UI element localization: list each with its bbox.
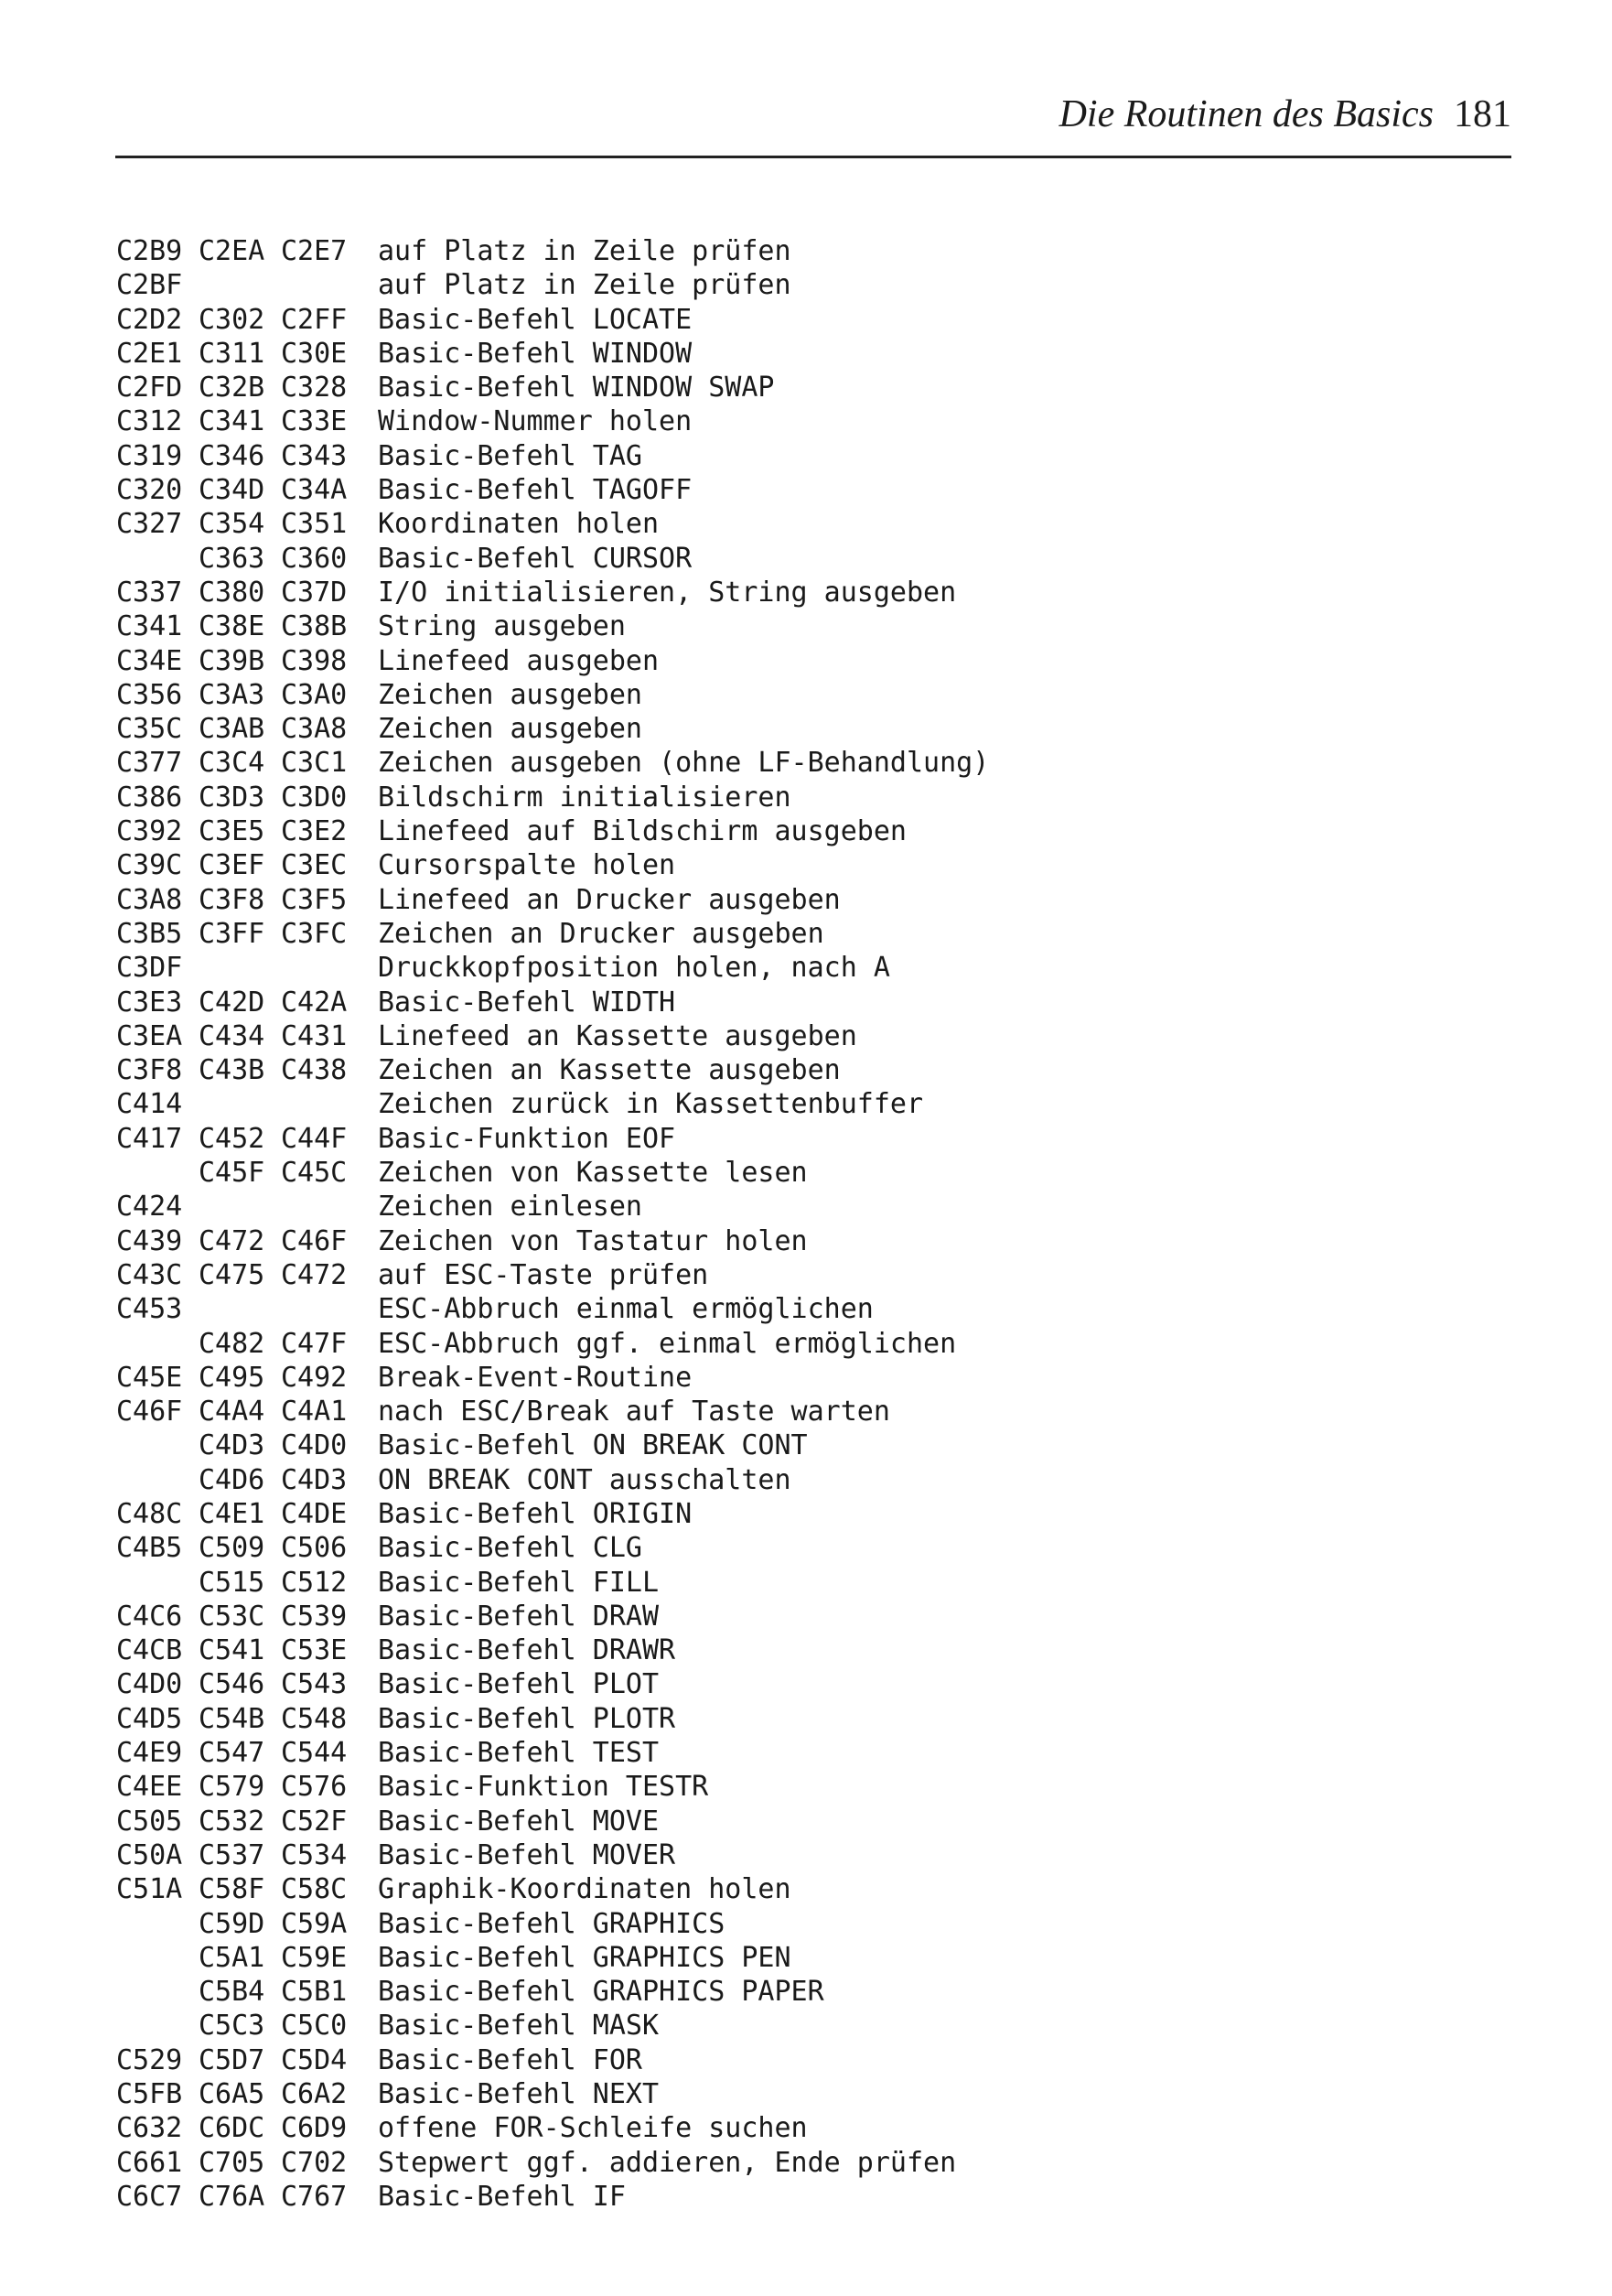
routine-description: Stepwert ggf. addieren, Ende prüfen xyxy=(378,2146,957,2179)
address-cpc6128: C506 xyxy=(281,1532,348,1565)
address-cpc6128: C3D0 xyxy=(281,781,348,814)
address-cpc464 xyxy=(116,1975,199,2009)
listing-row xyxy=(116,576,989,609)
listing-row xyxy=(116,1907,989,1941)
routine-description: Linefeed auf Bildschirm ausgeben xyxy=(378,815,907,848)
address-cpc664: C541 xyxy=(199,1634,265,1667)
address-cpc6128: C512 xyxy=(281,1566,348,1599)
address-cpc664: C3E5 xyxy=(199,815,265,848)
address-cpc6128: C58C xyxy=(281,1873,348,1906)
address-cpc6128: C59A xyxy=(281,1907,348,1940)
listing-row xyxy=(116,644,989,678)
address-cpc464: C4CB xyxy=(116,1634,183,1667)
address-cpc664: C42D xyxy=(199,986,265,1019)
running-title: Die Routinen des Basics xyxy=(1059,93,1434,135)
address-cpc6128: C5B1 xyxy=(281,1976,348,2009)
address-cpc664: C452 xyxy=(199,1122,265,1155)
address-cpc6128: C3E2 xyxy=(281,815,348,848)
address-cpc6128: C438 xyxy=(281,1054,348,1087)
routine-description: Zeichen von Kassette lesen xyxy=(378,1157,808,1190)
listing-row xyxy=(116,473,989,507)
routine-description: Window-Nummer holen xyxy=(378,405,693,438)
address-cpc6128: C2FF xyxy=(281,303,348,336)
routine-description: nach ESC/Break auf Taste warten xyxy=(378,1396,890,1428)
listing-row xyxy=(116,1361,989,1395)
address-cpc664 xyxy=(199,951,281,985)
address-cpc6128: C38B xyxy=(281,610,348,643)
listing-row xyxy=(116,951,989,985)
routine-description: Basic-Befehl FILL xyxy=(378,1566,660,1599)
listing-row xyxy=(116,1736,989,1770)
routine-description: Basic-Befehl TAG xyxy=(378,439,642,472)
listing-row xyxy=(116,1872,989,1906)
listing-row xyxy=(116,1600,989,1633)
address-cpc464: C50A xyxy=(116,1838,183,1871)
address-cpc464: C3EA xyxy=(116,1019,183,1052)
listing-row xyxy=(116,848,989,882)
listing-row xyxy=(116,371,989,404)
address-cpc6128: C576 xyxy=(281,1771,348,1804)
listing-row xyxy=(116,1633,989,1667)
address-cpc6128: C492 xyxy=(281,1361,348,1394)
listing-row xyxy=(116,883,989,917)
address-cpc464 xyxy=(116,542,199,576)
address-cpc664: C346 xyxy=(199,439,265,472)
address-cpc664: C59D xyxy=(199,1907,265,1940)
address-cpc664 xyxy=(199,1190,281,1223)
address-cpc464 xyxy=(116,1463,199,1497)
address-cpc464: C34E xyxy=(116,644,183,677)
routine-description: Basic-Befehl DRAW xyxy=(378,1600,660,1633)
routine-description: Basic-Befehl DRAWR xyxy=(378,1634,676,1667)
address-cpc6128: C767 xyxy=(281,2180,348,2213)
routine-description: Zeichen an Kassette ausgeben xyxy=(378,1054,841,1087)
address-cpc464: C312 xyxy=(116,405,183,438)
address-cpc664 xyxy=(199,1292,281,1326)
listing-row xyxy=(116,1770,989,1804)
listing-row xyxy=(116,1531,989,1565)
address-cpc6128: C3C1 xyxy=(281,747,348,780)
listing-row xyxy=(116,1667,989,1701)
address-cpc6128: C328 xyxy=(281,372,348,404)
address-cpc664: C3FF xyxy=(199,917,265,950)
address-cpc6128 xyxy=(281,1190,363,1223)
address-cpc664: C38E xyxy=(199,610,265,643)
listing-row xyxy=(116,1292,989,1326)
address-cpc6128: C3F5 xyxy=(281,883,348,916)
listing-row xyxy=(116,1156,989,1190)
routine-description: Basic-Befehl IF xyxy=(378,2180,626,2213)
routine-description: Basic-Befehl PLOT xyxy=(378,1668,660,1701)
listing-row xyxy=(116,404,989,438)
address-cpc664: C302 xyxy=(199,303,265,336)
address-cpc464 xyxy=(116,1327,199,1361)
address-cpc6128: C42A xyxy=(281,986,348,1019)
address-cpc464: C4B5 xyxy=(116,1532,183,1565)
routine-description: String ausgeben xyxy=(378,610,626,643)
listing-row xyxy=(116,781,989,814)
address-cpc6128: C6D9 xyxy=(281,2112,348,2145)
address-cpc464: C386 xyxy=(116,781,183,814)
address-cpc464 xyxy=(116,1156,199,1190)
listing-row xyxy=(116,1190,989,1223)
address-cpc464: C337 xyxy=(116,576,183,609)
listing-row xyxy=(116,1566,989,1600)
address-cpc664: C434 xyxy=(199,1019,265,1052)
address-cpc664: C6DC xyxy=(199,2112,265,2145)
address-cpc6128: C4DE xyxy=(281,1497,348,1530)
address-cpc464: C46F xyxy=(116,1396,183,1428)
address-cpc464: C5FB xyxy=(116,2078,183,2111)
routine-description: Basic-Befehl GRAPHICS xyxy=(378,1907,725,1940)
address-cpc6128: C53E xyxy=(281,1634,348,1667)
routine-description: Zeichen an Drucker ausgeben xyxy=(378,917,824,950)
address-cpc464: C4D0 xyxy=(116,1668,183,1701)
address-cpc664: C363 xyxy=(199,542,265,575)
address-cpc664 xyxy=(199,268,281,302)
address-cpc664: C475 xyxy=(199,1258,265,1291)
routine-listing xyxy=(116,234,989,2214)
listing-row xyxy=(116,2146,989,2180)
listing-row xyxy=(116,1258,989,1292)
address-cpc6128: C47F xyxy=(281,1327,348,1360)
address-cpc664: C4E1 xyxy=(199,1497,265,1530)
address-cpc464: C632 xyxy=(116,2112,183,2145)
address-cpc664: C5C3 xyxy=(199,2010,265,2043)
listing-row xyxy=(116,1428,989,1462)
address-cpc464: C356 xyxy=(116,678,183,711)
address-cpc664: C3C4 xyxy=(199,747,265,780)
routine-description: auf Platz in Zeile prüfen xyxy=(378,235,791,267)
listing-row xyxy=(116,234,989,268)
address-cpc664: C45F xyxy=(199,1157,265,1190)
listing-row xyxy=(116,1702,989,1736)
address-cpc464: C2E1 xyxy=(116,337,183,370)
listing-row xyxy=(116,2043,989,2077)
listing-row xyxy=(116,1122,989,1156)
address-cpc664: C537 xyxy=(199,1838,265,1871)
address-cpc464: C45E xyxy=(116,1361,183,1394)
address-cpc664: C380 xyxy=(199,576,265,609)
routine-description: Break-Event-Routine xyxy=(378,1361,693,1394)
routine-description: I/O initialisieren, String ausgeben xyxy=(378,576,957,609)
address-cpc664: C4A4 xyxy=(199,1396,265,1428)
address-cpc464 xyxy=(116,1428,199,1462)
routine-description: Basic-Befehl CURSOR xyxy=(378,542,693,575)
address-cpc464: C319 xyxy=(116,439,183,472)
address-cpc6128: C398 xyxy=(281,644,348,677)
address-cpc464: C661 xyxy=(116,2146,183,2179)
address-cpc664: C6A5 xyxy=(199,2078,265,2111)
routine-description: Zeichen einlesen xyxy=(378,1191,642,1223)
address-cpc6128 xyxy=(281,951,363,985)
listing-row xyxy=(116,1838,989,1872)
routine-description: Linefeed an Kassette ausgeben xyxy=(378,1019,857,1052)
address-cpc6128: C6A2 xyxy=(281,2078,348,2111)
address-cpc464: C414 xyxy=(116,1088,183,1121)
address-cpc664: C705 xyxy=(199,2146,265,2179)
routine-description: Basic-Befehl NEXT xyxy=(378,2078,660,2111)
listing-row xyxy=(116,439,989,473)
address-cpc6128: C44F xyxy=(281,1122,348,1155)
address-cpc464: C3DF xyxy=(116,952,183,985)
address-cpc464: C529 xyxy=(116,2043,183,2076)
address-cpc664: C547 xyxy=(199,1737,265,1770)
address-cpc664: C354 xyxy=(199,508,265,541)
address-cpc664: C2EA xyxy=(199,235,265,267)
address-cpc664: C5B4 xyxy=(199,1976,265,2009)
routine-description: Basic-Befehl FOR xyxy=(378,2043,642,2076)
address-cpc664: C5A1 xyxy=(199,1941,265,1974)
address-cpc6128: C431 xyxy=(281,1019,348,1052)
address-cpc664: C482 xyxy=(199,1327,265,1360)
address-cpc6128: C2E7 xyxy=(281,235,348,267)
routine-description: Basic-Befehl MASK xyxy=(378,2010,660,2043)
address-cpc464: C39C xyxy=(116,849,183,882)
listing-row xyxy=(116,2009,989,2043)
address-cpc464: C3F8 xyxy=(116,1054,183,1087)
routine-description: Basic-Befehl MOVE xyxy=(378,1805,660,1838)
address-cpc664: C546 xyxy=(199,1668,265,1701)
listing-row xyxy=(116,337,989,371)
address-cpc6128: C3FC xyxy=(281,917,348,950)
routine-description: Basic-Befehl ORIGIN xyxy=(378,1497,693,1530)
address-cpc464: C377 xyxy=(116,747,183,780)
address-cpc464: C4C6 xyxy=(116,1600,183,1633)
routine-description: Basic-Befehl GRAPHICS PAPER xyxy=(378,1976,824,2009)
listing-row xyxy=(116,1463,989,1497)
routine-description: Basic-Funktion EOF xyxy=(378,1122,676,1155)
routine-description: Basic-Befehl MOVER xyxy=(378,1838,676,1871)
header-rule xyxy=(115,156,1511,158)
address-cpc6128: C4D3 xyxy=(281,1463,348,1496)
address-cpc464: C2B9 xyxy=(116,235,183,267)
routine-description: ESC-Abbruch einmal ermöglichen xyxy=(378,1293,874,1326)
address-cpc664: C3AB xyxy=(199,713,265,746)
routine-description: offene FOR-Schleife suchen xyxy=(378,2112,808,2145)
routine-description: Linefeed ausgeben xyxy=(378,644,660,677)
address-cpc464: C3B5 xyxy=(116,917,183,950)
address-cpc664: C34D xyxy=(199,474,265,507)
address-cpc6128: C343 xyxy=(281,439,348,472)
address-cpc464: C48C xyxy=(116,1497,183,1530)
address-cpc664: C472 xyxy=(199,1224,265,1257)
address-cpc6128: C45C xyxy=(281,1157,348,1190)
address-cpc6128 xyxy=(281,1292,363,1326)
listing-row xyxy=(116,1497,989,1531)
routine-description: Graphik-Koordinaten holen xyxy=(378,1873,791,1906)
listing-row xyxy=(116,507,989,541)
address-cpc664: C53C xyxy=(199,1600,265,1633)
address-cpc664: C579 xyxy=(199,1771,265,1804)
routine-description: auf Platz in Zeile prüfen xyxy=(378,269,791,302)
address-cpc6128 xyxy=(281,1087,363,1121)
address-cpc6128 xyxy=(281,268,363,302)
address-cpc664: C3D3 xyxy=(199,781,265,814)
address-cpc464: C4EE xyxy=(116,1771,183,1804)
address-cpc464: C417 xyxy=(116,1122,183,1155)
address-cpc6128: C4A1 xyxy=(281,1396,348,1428)
listing-row xyxy=(116,2077,989,2111)
address-cpc6128: C3A0 xyxy=(281,678,348,711)
listing-row xyxy=(116,1395,989,1428)
address-cpc664: C515 xyxy=(199,1566,265,1599)
address-cpc6128: C3A8 xyxy=(281,713,348,746)
address-cpc6128: C30E xyxy=(281,337,348,370)
routine-description: Basic-Befehl LOCATE xyxy=(378,303,693,336)
address-cpc6128: C5C0 xyxy=(281,2010,348,2043)
listing-row xyxy=(116,1224,989,1258)
address-cpc6128: C59E xyxy=(281,1941,348,1974)
routine-description: Basic-Funktion TESTR xyxy=(378,1771,709,1804)
address-cpc664: C4D6 xyxy=(199,1463,265,1496)
page-header xyxy=(0,92,1511,137)
address-cpc664: C3A3 xyxy=(199,678,265,711)
address-cpc464 xyxy=(116,1941,199,1975)
address-cpc664: C495 xyxy=(199,1361,265,1394)
address-cpc664: C3F8 xyxy=(199,883,265,916)
address-cpc6128: C472 xyxy=(281,1258,348,1291)
address-cpc464: C3E3 xyxy=(116,986,183,1019)
routine-description: Basic-Befehl TEST xyxy=(378,1737,660,1770)
address-cpc6128: C33E xyxy=(281,405,348,438)
listing-row xyxy=(116,678,989,712)
address-cpc6128: C5D4 xyxy=(281,2043,348,2076)
routine-description: Basic-Befehl TAGOFF xyxy=(378,474,693,507)
listing-row xyxy=(116,1805,989,1838)
address-cpc464: C4E9 xyxy=(116,1737,183,1770)
address-cpc464 xyxy=(116,1566,199,1600)
routine-description: Zeichen von Tastatur holen xyxy=(378,1224,808,1257)
address-cpc6128: C534 xyxy=(281,1838,348,1871)
listing-row xyxy=(116,268,989,302)
routine-description: Koordinaten holen xyxy=(378,508,660,541)
address-cpc464: C43C xyxy=(116,1258,183,1291)
address-cpc664: C311 xyxy=(199,337,265,370)
routine-description: Bildschirm initialisieren xyxy=(378,781,791,814)
address-cpc664: C4D3 xyxy=(199,1429,265,1462)
routine-description: Cursorspalte holen xyxy=(378,849,676,882)
routine-description: auf ESC-Taste prüfen xyxy=(378,1258,709,1291)
address-cpc664: C532 xyxy=(199,1805,265,1838)
routine-description: Basic-Befehl PLOTR xyxy=(378,1702,676,1735)
routine-description: Druckkopfposition holen, nach A xyxy=(378,952,890,985)
routine-description: Basic-Befehl WINDOW xyxy=(378,337,693,370)
address-cpc464: C392 xyxy=(116,815,183,848)
routine-description: ON BREAK CONT ausschalten xyxy=(378,1463,791,1496)
routine-description: Basic-Befehl GRAPHICS PEN xyxy=(378,1941,791,1974)
address-cpc664: C3EF xyxy=(199,849,265,882)
address-cpc6128: C702 xyxy=(281,2146,348,2179)
listing-row xyxy=(116,1975,989,2009)
address-cpc664: C509 xyxy=(199,1532,265,1565)
listing-row xyxy=(116,986,989,1019)
address-cpc464: C6C7 xyxy=(116,2180,183,2213)
address-cpc464 xyxy=(116,2009,199,2043)
address-cpc464: C505 xyxy=(116,1805,183,1838)
listing-row xyxy=(116,2111,989,2145)
address-cpc664: C32B xyxy=(199,372,265,404)
listing-row xyxy=(116,1941,989,1975)
address-cpc6128: C360 xyxy=(281,542,348,575)
routine-description: Zeichen ausgeben xyxy=(378,678,642,711)
address-cpc664: C43B xyxy=(199,1054,265,1087)
address-cpc664 xyxy=(199,1087,281,1121)
address-cpc6128: C548 xyxy=(281,1702,348,1735)
listing-row xyxy=(116,1087,989,1121)
address-cpc664: C76A xyxy=(199,2180,265,2213)
address-cpc6128: C351 xyxy=(281,508,348,541)
listing-row xyxy=(116,609,989,643)
address-cpc464: C3A8 xyxy=(116,883,183,916)
address-cpc664: C54B xyxy=(199,1702,265,1735)
listing-row xyxy=(116,1053,989,1087)
address-cpc6128: C543 xyxy=(281,1668,348,1701)
address-cpc464: C341 xyxy=(116,610,183,643)
address-cpc464: C2D2 xyxy=(116,303,183,336)
address-cpc464: C424 xyxy=(116,1191,183,1223)
listing-row xyxy=(116,303,989,337)
routine-description: ESC-Abbruch ggf. einmal ermöglichen xyxy=(378,1327,957,1360)
address-cpc664: C341 xyxy=(199,405,265,438)
address-cpc6128: C3EC xyxy=(281,849,348,882)
address-cpc6128: C52F xyxy=(281,1805,348,1838)
routine-description: Zeichen ausgeben (ohne LF-Behandlung) xyxy=(378,747,990,780)
routine-description: Zeichen zurück in Kassettenbuffer xyxy=(378,1088,924,1121)
address-cpc464: C453 xyxy=(116,1293,183,1326)
address-cpc6128: C539 xyxy=(281,1600,348,1633)
address-cpc6128: C544 xyxy=(281,1737,348,1770)
address-cpc464: C320 xyxy=(116,474,183,507)
listing-row xyxy=(116,746,989,780)
routine-description: Basic-Befehl WINDOW SWAP xyxy=(378,372,775,404)
listing-row xyxy=(116,1019,989,1053)
address-cpc464: C2BF xyxy=(116,269,183,302)
listing-row xyxy=(116,712,989,746)
listing-row xyxy=(116,814,989,848)
address-cpc6128: C4D0 xyxy=(281,1429,348,1462)
address-cpc464: C35C xyxy=(116,713,183,746)
address-cpc464: C327 xyxy=(116,508,183,541)
listing-row xyxy=(116,1327,989,1361)
address-cpc464: C2FD xyxy=(116,372,183,404)
address-cpc664: C5D7 xyxy=(199,2043,265,2076)
routine-description: Basic-Befehl ON BREAK CONT xyxy=(378,1429,808,1462)
listing-row xyxy=(116,2180,989,2214)
address-cpc664: C39B xyxy=(199,644,265,677)
listing-row xyxy=(116,917,989,951)
routine-description: Basic-Befehl CLG xyxy=(378,1532,642,1565)
routine-description: Linefeed an Drucker ausgeben xyxy=(378,883,841,916)
address-cpc464 xyxy=(116,1907,199,1941)
routine-description: Zeichen ausgeben xyxy=(378,713,642,746)
listing-row xyxy=(116,542,989,576)
address-cpc6128: C46F xyxy=(281,1224,348,1257)
page-number: 181 xyxy=(1454,93,1511,135)
address-cpc664: C58F xyxy=(199,1873,265,1906)
address-cpc464: C4D5 xyxy=(116,1702,183,1735)
address-cpc6128: C34A xyxy=(281,474,348,507)
routine-description: Basic-Befehl WIDTH xyxy=(378,986,676,1019)
address-cpc464: C51A xyxy=(116,1873,183,1906)
address-cpc6128: C37D xyxy=(281,576,348,609)
address-cpc464: C439 xyxy=(116,1224,183,1257)
